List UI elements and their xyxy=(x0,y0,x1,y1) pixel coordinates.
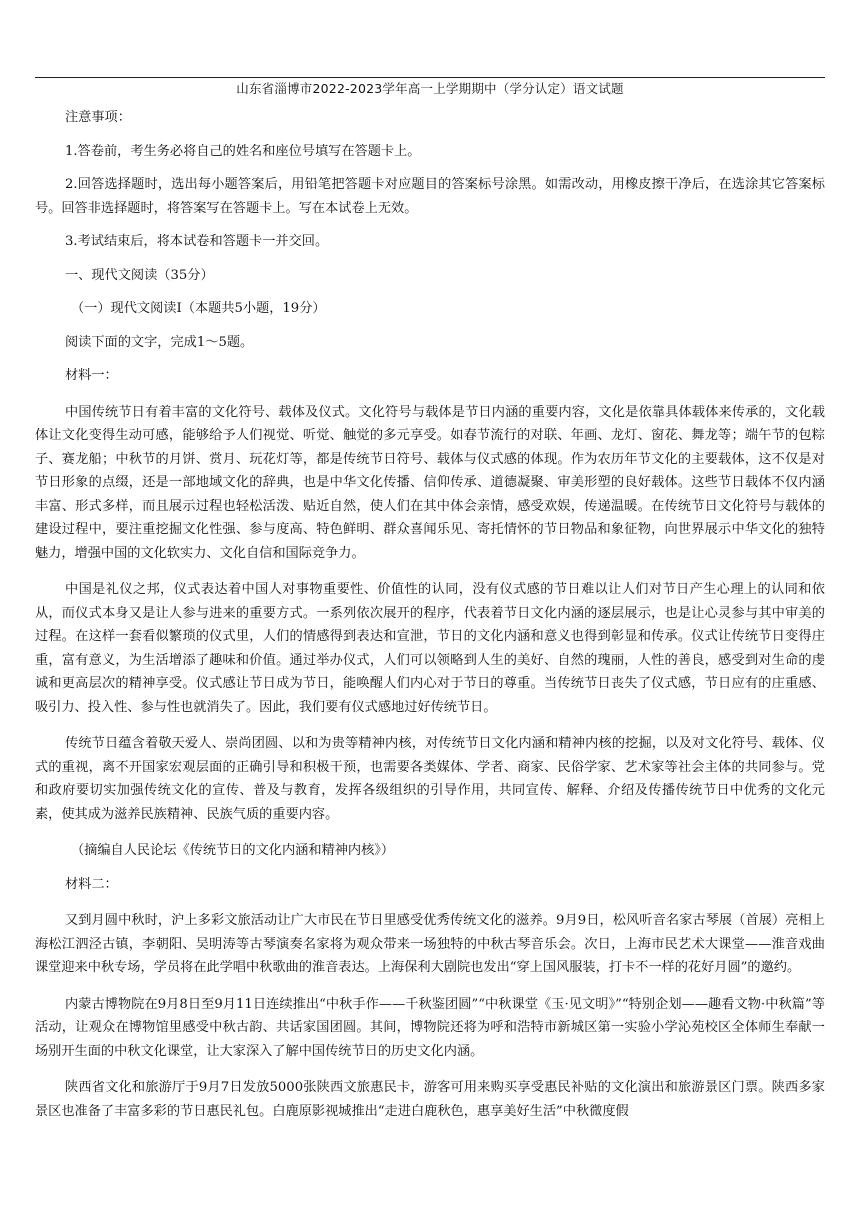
notes-item-1: 1.答卷前，考生务必将自己的姓名和座位号填写在答题卡上。 xyxy=(65,143,421,159)
material-2-paragraph: 又到月圆中秋时，沪上多彩文旅活动让广大市民在节日里感受优秀传统文化的滋养。9月9日，松风听音名家古琴展（首展）亮相上海松江泗泾古镇，李朝阳、吴明涛等古琴演奏名家将为观众带来一场独特的中秋古琴音乐会。次日，上海市民艺术大课堂——淮音戏曲课堂迎来中秋专场，学员将在此学唱中秋歌曲的淮音表达。上海保利大剧院也发出“穿上国风服装，打卡不一样的花好月圆”的邀约。 xyxy=(35,913,825,975)
notes-heading: 注意事项： xyxy=(65,110,131,125)
material-1-paragraph: 传统节日蕴含着敬天爱人、崇尚团圆、以和为贵等精神内核，对传统节日文化内涵和精神内核的挖掘，以及对文化符号、载体、仪式的重视，离不开国家宏观层面的正确引导和积极干预，也需要各类媒体、学者、商家、民俗学家、艺术家等社会主体的共同参与。党和政府要切实加强传统文化的宣传、普及与教育，发挥各级组织的引导作用，共同宣传、解释、介绍及传播传统节日中优秀的文化元素，使其成为滋养民族精神、民族气质的重要内容。 xyxy=(35,736,825,822)
material-2-label: 材料二： xyxy=(65,876,118,892)
header-rule xyxy=(35,77,825,78)
notes-item-3: 3.考试结束后，将本试卷和答题卡一并交回。 xyxy=(65,234,329,249)
reading-instruction: 阅读下面的文字，完成1～5题。 xyxy=(65,334,254,350)
section-heading: 一、现代文阅读（35分） xyxy=(65,267,214,283)
material-2-paragraph: 陕西省文化和旅游厅于9月7日发放5000张陕西文旅惠民卡，游客可用来购买享受惠民补贴的文化演出和旅游景区门票。陕西多家景区也准备了丰富多彩的节日惠民礼包。白鹿原影视城推出“走进白鹿秋色，惠享美好生活”中秋微度假 xyxy=(35,1080,825,1119)
subsection-heading: （一）现代文阅读Ⅰ（本题共5小题，19分） xyxy=(71,301,326,316)
material-2-paragraph: 内蒙古博物院在9月8日至9月11日连续推出“中秋手作——千秋鉴团圆”“中秋课堂《玉·见文明》”“特别企划——趣看文物·中秋篇”等活动，让观众在博物馆里感受中秋古韵、共话家国团圆。其间，博物院还将为呼和浩特市新城区第一实验小学沁苑校区全体师生奉献一场别开生面的中秋文化课堂，让大家深入了解中国传统节日的历史文化内涵。 xyxy=(35,996,825,1059)
document-title: 山东省淄博市2022-2023学年高一上学期期中（学分认定）语文试题 xyxy=(236,81,624,96)
document-body xyxy=(35,106,825,1123)
material-1-paragraph: 中国是礼仪之邦，仪式表达着中国人对事物重要性、价值性的认同，没有仪式感的节日难以让人们对节日产生心理上的认同和依从，而仪式本身又是让人参与进来的重要方式。一系列依次展开的程序，代表着节日文化内涵的逐层展示，也是让心灵参与其中审美的过程。在这样一套看似繁琐的仪式里，人们的情感得到表达和宣泄，节日的文化内涵和意义也得到彰显和传承。仪式让传统节日变得庄重，富有意义，为生活增添了趣味和价值。通过举办仪式，人们可以领略到人生的美好、自然的瑰丽，人性的善良，感受到对生命的虔诚和更高层次的精神享受。仪式感让节日成为节日，能唤醒人们内心对于节日的尊重。当传统节日丧失了仪式感，节日应有的庄重感、吸引力、投入性、参与性也就消失了。因此，我们要有仪式感地过好传统节日。 xyxy=(35,582,825,715)
material-1-label: 材料一： xyxy=(65,368,118,383)
notes-item-2: 2.回答选择题时，选出每小题答案后，用铅笔把答题卡对应题目的答案标号涂黑。如需改动，用橡皮擦干净后，在选涂其它答案标号。回答非选择题时，将答案写在答题卡上。写在本试卷上无效。 xyxy=(35,177,825,216)
material-1-paragraph: 中国传统节日有着丰富的文化符号、载体及仪式。文化符号与载体是节日内涵的重要内容，文化是依靠具体载体来传承的，文化载体让文化变得生动可感，能够给予人们视觉、听觉、触觉的多元享受。如春节流行的对联、年画、龙灯、窗花、舞龙等；端午节的包粽子、赛龙船；中秋节的月饼、赏月、玩花灯等，都是传统节日符号、载体与仪式感的体现。作为农历年节文化的主要载体，这不仅是对节日形象的点缀，还是一部地域文化的辞典，也是中华文化传播、信仰传承、道德凝聚、审美形塑的良好载体。这些节日载体不仅内涵丰富、形式多样，而且展示过程也轻松活泼、贴近自然，使人们在其中体会亲情，感受欢娱，传递温暖。在传统节日文化符号与载体的建设过程中，要注重挖掘文化性强、参与度高、特色鲜明、群众喜闻乐见、寄托情怀的节日物品和象征物，向世界展示中华文化的独特魅力，增强中国的文化软实力、文化自信和国际竞争力。 xyxy=(35,404,825,561)
material-1-source: （摘编自人民论坛《传统节日的文化内涵和精神内核》） xyxy=(71,843,395,858)
